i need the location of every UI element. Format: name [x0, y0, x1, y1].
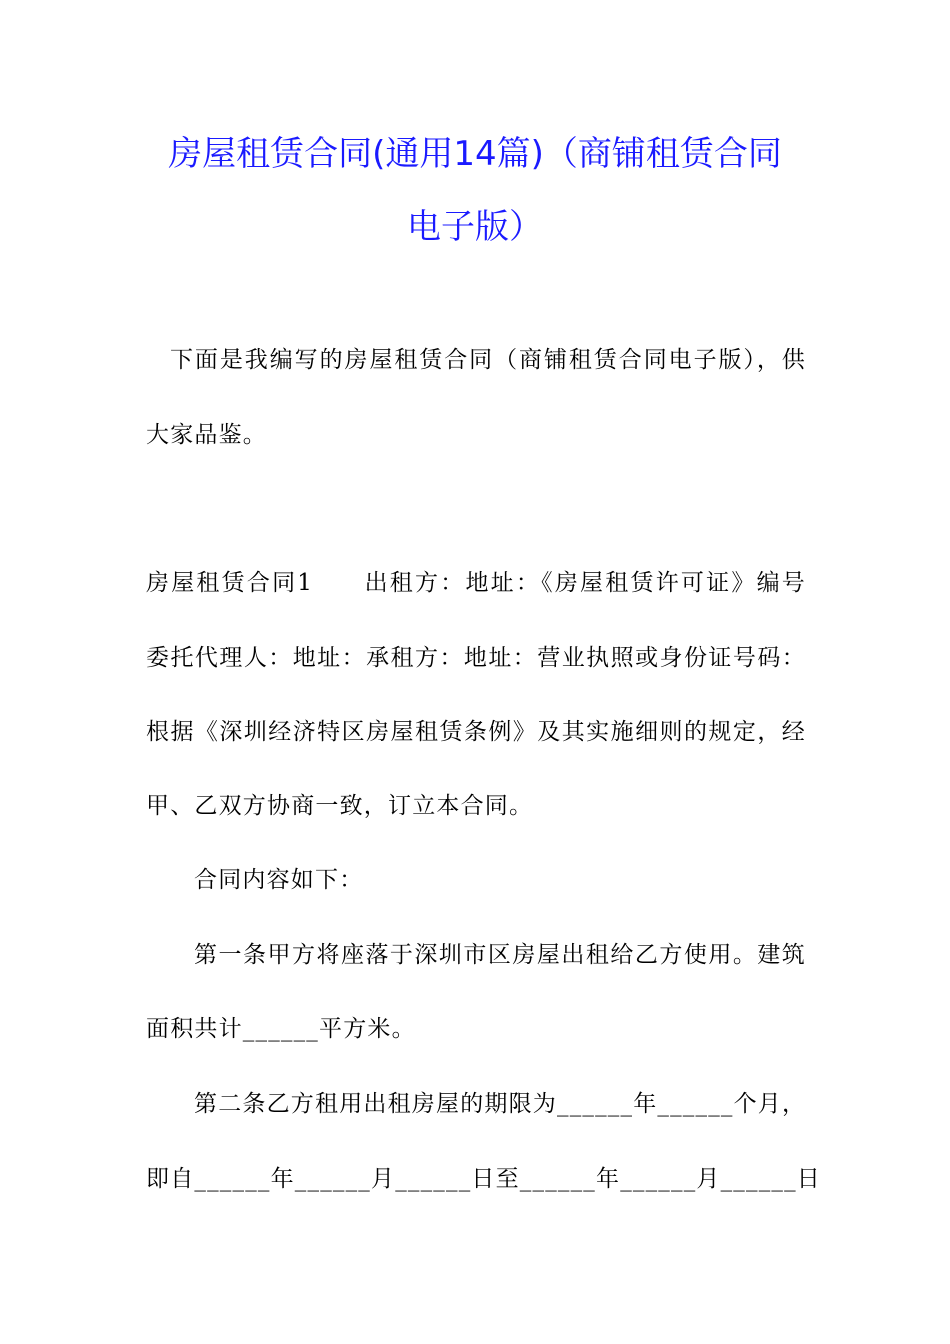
- contract-content-heading: 合同内容如下：: [194, 867, 364, 893]
- document-title-line-2: 电子版）: [407, 207, 543, 247]
- intro-line-1: 下面是我编写的房屋租赁合同（商铺租赁合同电子版），供: [170, 347, 806, 373]
- article-2-line-2: 即自______年______月______日至______年______月______日: [146, 1166, 821, 1192]
- document-title-line-1: 房屋租赁合同(通用14篇)（商铺租赁合同: [168, 134, 782, 174]
- contract-basis-line-2: 甲、乙双方协商一致，订立本合同。: [146, 793, 534, 819]
- contract-heading-line: 房屋租赁合同1 出租方：地址：《房屋租赁许可证》编号: [146, 570, 806, 596]
- article-1-line-1: 第一条甲方将座落于深圳市区房屋出租给乙方使用。建筑: [194, 942, 806, 968]
- contract-basis-line-1: 根据《深圳经济特区房屋租赁条例》及其实施细则的规定，经: [146, 719, 806, 745]
- contract-parties-line: 委托代理人：地址：承租方：地址：营业执照或身份证号码：: [146, 645, 806, 671]
- intro-line-2: 大家品鉴。: [146, 422, 267, 448]
- article-2-line-1: 第二条乙方租用出租房屋的期限为______年______个月，: [194, 1091, 807, 1117]
- article-1-line-2: 面积共计______平方米。: [146, 1016, 416, 1042]
